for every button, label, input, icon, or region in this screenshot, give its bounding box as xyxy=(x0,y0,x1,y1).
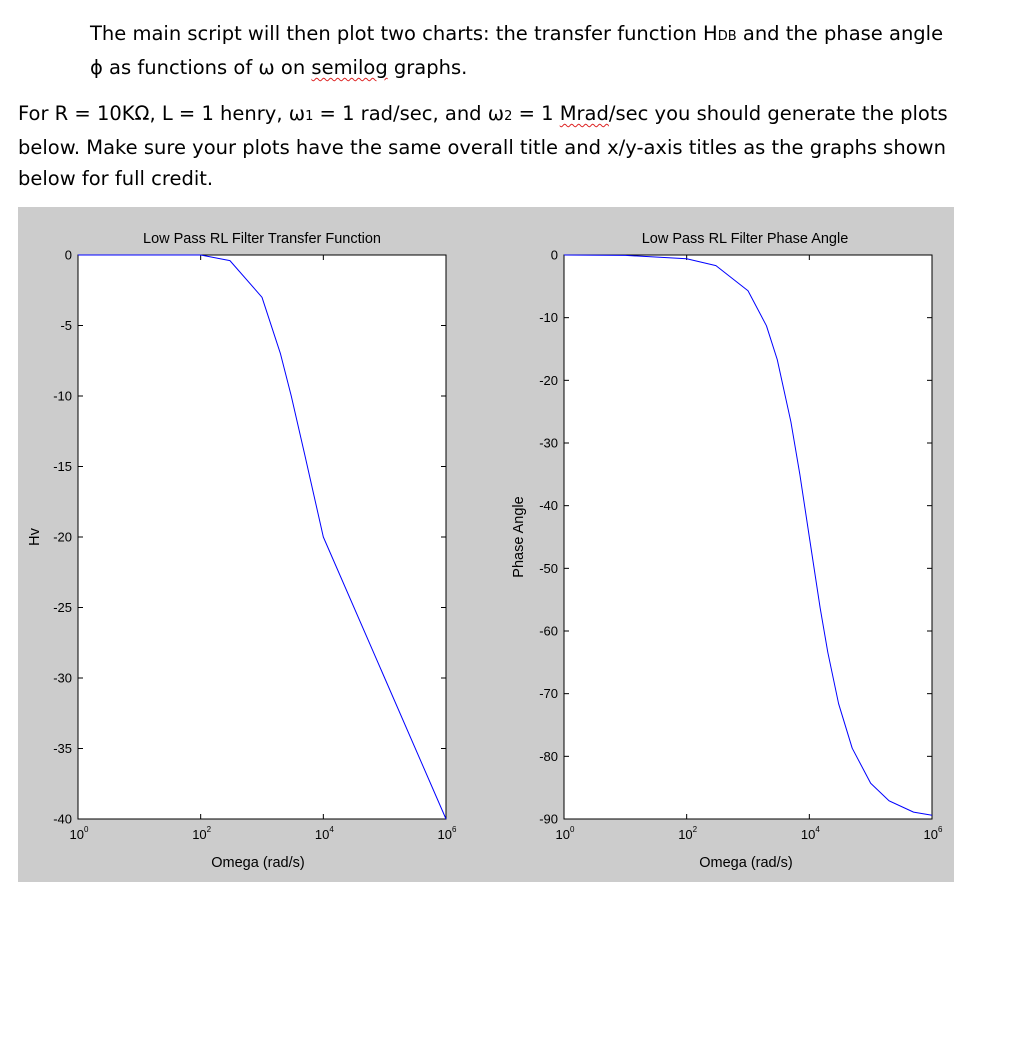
instr-text-3: = 1 xyxy=(512,102,560,125)
instr-text-2: = 1 rad/sec, and ω xyxy=(313,102,505,125)
y-tick-label: -10 xyxy=(53,388,72,404)
x-tick-base: 10 xyxy=(555,827,571,842)
figure-canvas xyxy=(18,207,954,882)
y-tick-label: -70 xyxy=(539,686,558,702)
y-tick-label: -25 xyxy=(53,600,72,615)
y-axis-label: Hv xyxy=(27,528,43,546)
instructions-paragraph xyxy=(18,98,1008,194)
x-tick-base: 10 xyxy=(69,827,85,842)
x-tick-exponent: 0 xyxy=(84,825,89,834)
y-tick-label: -10 xyxy=(539,310,558,326)
y-tick-label: -30 xyxy=(539,435,558,451)
y-tick-label: -5 xyxy=(60,318,72,333)
intro-semilog-word: semilog xyxy=(311,56,388,79)
plot-area xyxy=(564,255,932,819)
x-tick-base: 10 xyxy=(314,827,330,842)
instr-subscript-2: 2 xyxy=(504,109,513,124)
transfer-function-chart xyxy=(27,231,457,871)
y-tick-label: -60 xyxy=(539,623,558,639)
y-tick-label: -40 xyxy=(539,498,558,514)
intro-subscript-db: DB xyxy=(717,29,737,44)
x-tick-exponent: 6 xyxy=(938,825,943,834)
y-tick-label: -90 xyxy=(539,811,558,827)
x-axis-label: Omega (rad/s) xyxy=(211,855,305,871)
y-tick-label: -40 xyxy=(53,811,72,827)
y-tick-label: -20 xyxy=(53,529,72,545)
phase-angle-chart xyxy=(511,231,943,871)
matlab-figure xyxy=(18,207,954,886)
x-tick-exponent: 4 xyxy=(815,825,820,834)
x-tick-base: 10 xyxy=(192,827,207,842)
intro-text-2: and the phase angle xyxy=(736,22,944,45)
x-tick-exponent: 2 xyxy=(692,825,698,834)
x-tick-exponent: 6 xyxy=(452,825,457,834)
y-tick-label: -30 xyxy=(53,670,72,686)
y-tick-label: -15 xyxy=(53,459,72,474)
instr-text-1: For R = 10KΩ, L = 1 henry, ω xyxy=(18,102,306,125)
y-tick-label: -50 xyxy=(539,560,558,576)
plot-area xyxy=(78,255,446,819)
x-tick-base: 10 xyxy=(437,827,453,842)
x-tick-exponent: 2 xyxy=(206,825,212,834)
x-tick-exponent: 0 xyxy=(570,825,575,834)
x-tick-base: 10 xyxy=(800,827,816,842)
chart-title: Low Pass RL Filter Phase Angle xyxy=(641,231,849,247)
y-tick-label: -20 xyxy=(539,372,558,388)
intro-text-1: The main script will then plot two charts: the transfer function H xyxy=(90,22,718,45)
y-tick-label: -80 xyxy=(539,748,558,764)
instr-subscript-1: 1 xyxy=(305,109,314,124)
y-axis-label: Phase Angle xyxy=(511,496,527,578)
intro-text-4: graphs. xyxy=(387,56,468,79)
chart-title: Low Pass RL Filter Transfer Function xyxy=(143,231,381,247)
x-axis-label: Omega (rad/s) xyxy=(699,855,793,871)
x-tick-base: 10 xyxy=(678,827,693,842)
intro-text-3: ϕ as functions of ω on xyxy=(90,56,312,79)
x-tick-base: 10 xyxy=(923,827,939,842)
intro-paragraph xyxy=(90,18,990,83)
y-tick-label: 0 xyxy=(550,247,558,263)
instr-text-4: /sec you should generate the plots below. Make sure your plots have the same overall title and x/y-axis titles as the graphs shown below for full credit. xyxy=(18,102,948,190)
y-tick-label: 0 xyxy=(64,247,72,263)
instr-mrad-word: Mrad xyxy=(559,102,609,125)
y-tick-label: -35 xyxy=(53,741,72,756)
x-tick-exponent: 4 xyxy=(329,825,334,834)
